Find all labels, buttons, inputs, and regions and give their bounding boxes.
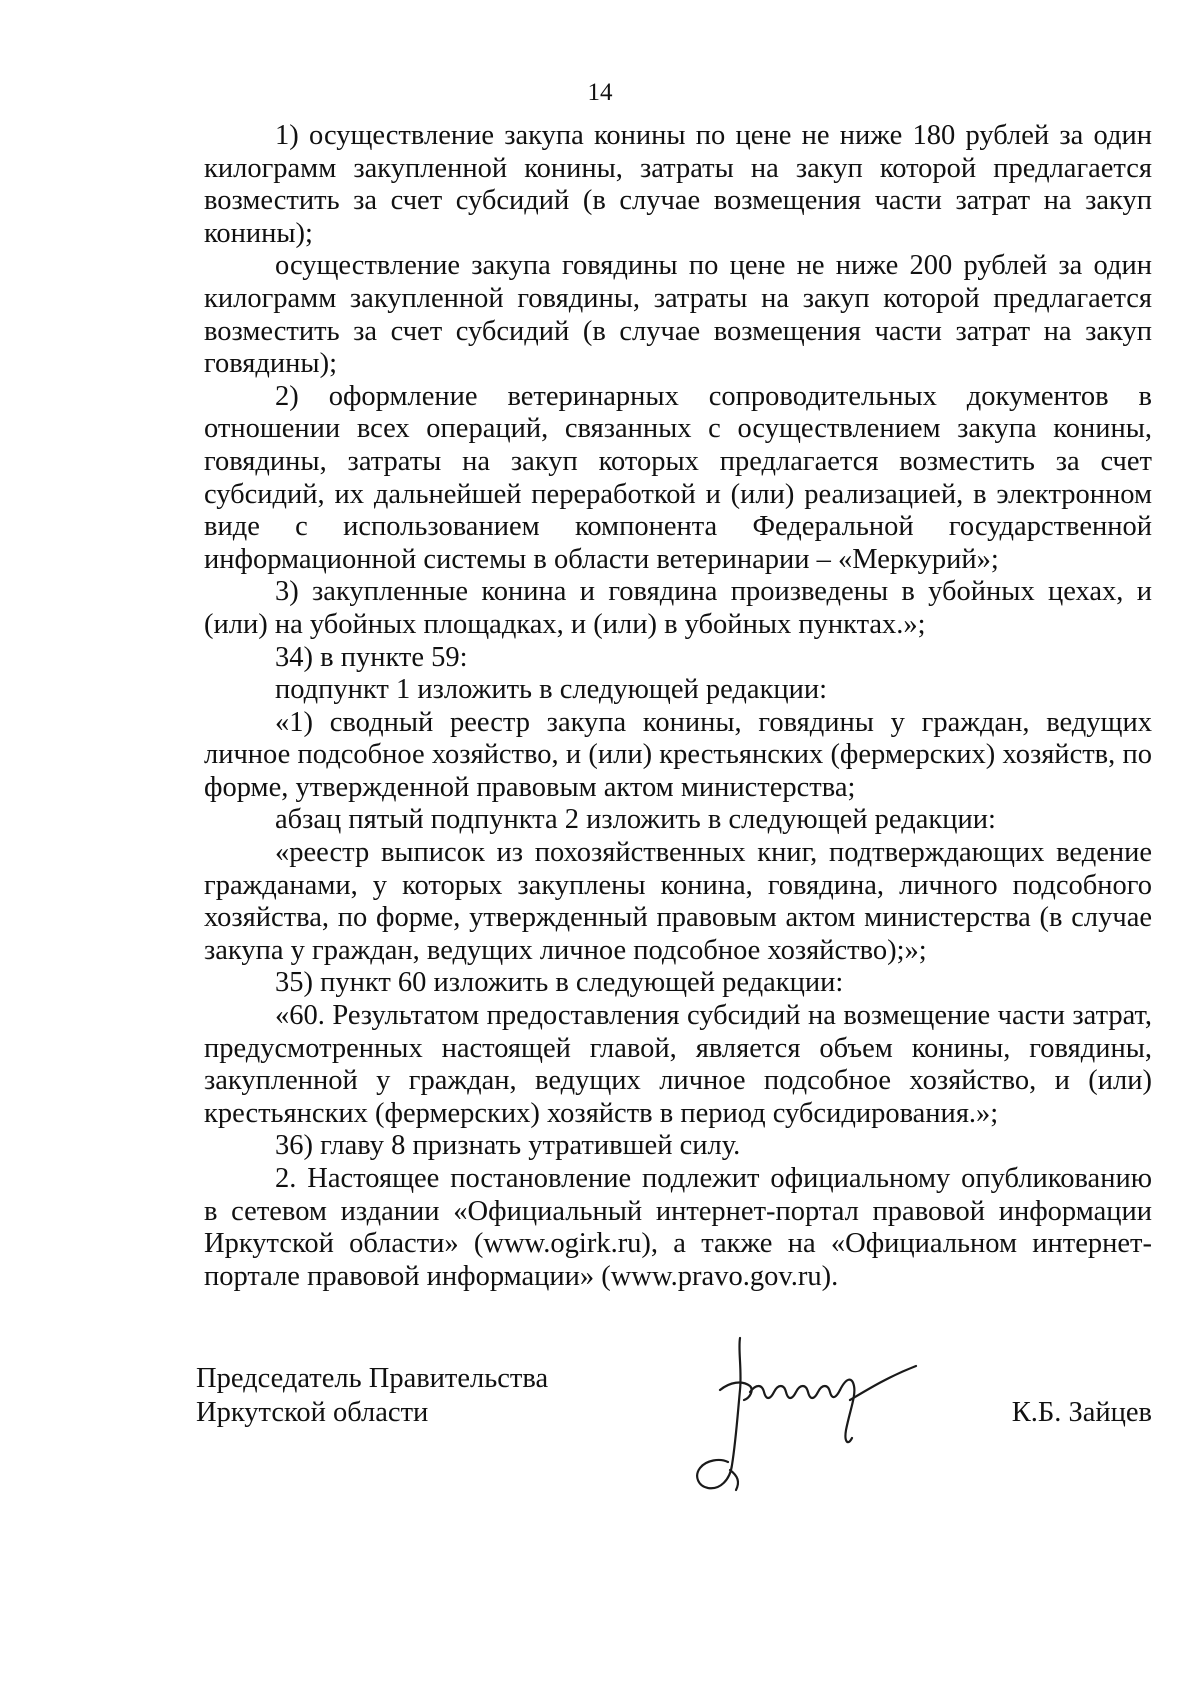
paragraph: «реестр выписок из похозяйственных книг, подтверждающих ведение гражданами, у которых закуплены конина, говядина, личного подсобного хозяйства, по форме, утвержденный правовым актом министерства (в случае закупа у граждан, ведущих личное подсобное хозяйство);»; — [204, 837, 1152, 966]
paragraph: «60. Результатом предоставления субсидий на возмещение части затрат, предусмотренных настоящей главой, является объем конины, говядины, закупленной у граждан, ведущих личное подсобное хозяйство, и (или) крестьянских (фермерских) хозяйств в период субсидирования.»; — [204, 1000, 1152, 1129]
paragraph: осуществление закупа говядины по цене не ниже 200 рублей за один килограмм закупленной говядины, затраты на закуп которой предлагается возместить за счет субсидий (в случае возмещения части затрат на закуп говядины); — [204, 250, 1152, 380]
page-number: 14 — [587, 79, 613, 106]
paragraph: 1) осуществление закупа конины по цене не ниже 180 рублей за один килограмм закупленной конины, затраты на закуп которой предлагается возместить за счет субсидий (в случае возмещения части затрат на закуп конины); — [204, 120, 1152, 249]
paragraph: «1) сводный реестр закупа конины, говядины у граждан, ведущих личное подсобное хозяйство, и (или) крестьянских (фермерских) хозяйств, по форме, утвержденной правовым актом министерства; — [204, 706, 1152, 803]
paragraph: 34) в пункте 59: — [275, 641, 468, 673]
paragraph: абзац пятый подпункта 2 изложить в следующей редакции: — [275, 804, 996, 836]
paragraph: 35) пункт 60 изложить в следующей редакции: — [275, 967, 844, 999]
signer-position-line: Председатель Правительства — [196, 1363, 549, 1394]
signer-position — [196, 1362, 548, 1430]
paragraph: 2. Настоящее постановление подлежит официальному опубликованию в сетевом издании «Официальный интернет-портал правовой информации Иркутской области» (www.ogirk.ru), а также на «Официальном интернет-портале правовой информации» (www.pravo.gov.ru). — [204, 1163, 1152, 1292]
handwritten-signature — [680, 1330, 930, 1500]
signer-position-line: Иркутской области — [196, 1397, 429, 1428]
paragraph: подпункт 1 изложить в следующей редакции: — [275, 674, 828, 706]
paragraph: 3) закупленные конина и говядина произведены в убойных цехах, и (или) на убойных площадках, и (или) в убойных пунктах.»; — [204, 576, 1152, 640]
document-body — [204, 120, 1152, 1293]
paragraph: 2) оформление ветеринарных сопроводительных документов в отношении всех операций, связанных с осуществлением закупа конины, говядины, затраты на закуп которых предлагается возместить за счет субсидий, их дальнейшей переработкой и (или) реализацией, в электронном виде с использованием компонента Федеральной государственной информационной системы в области ветеринарии – «Меркурий»; — [204, 380, 1152, 575]
paragraph: 36) главу 8 признать утратившей силу. — [275, 1130, 741, 1162]
signer-name: К.Б. Зайцев — [1011, 1397, 1152, 1428]
